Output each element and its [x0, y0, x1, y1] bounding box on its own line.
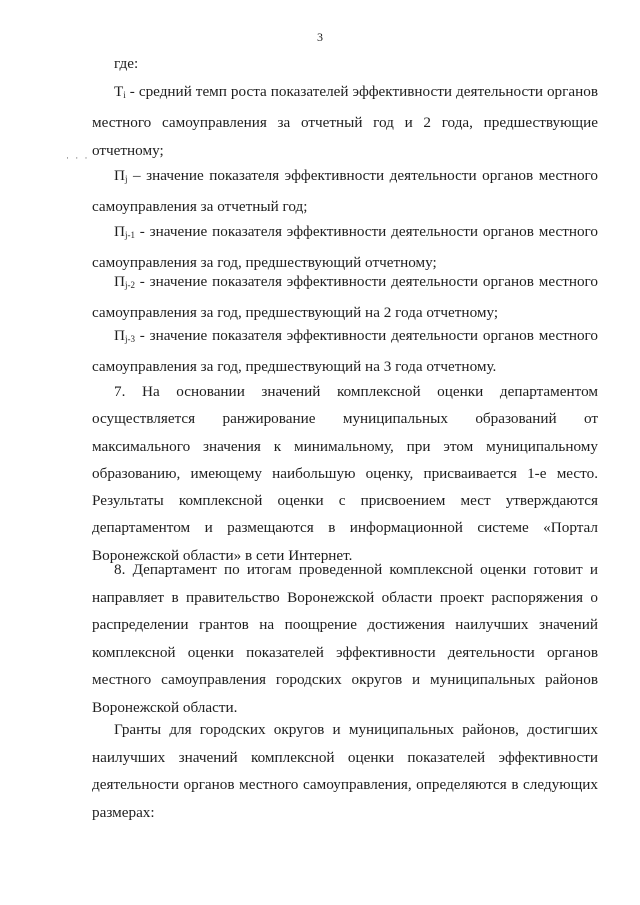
definition-text: - средний темп роста показателей эффективности деятельности органов местного самоуправления за отчетный год и 2 года, предшествующие отчетному;	[92, 83, 598, 159]
symbol: П	[114, 223, 125, 240]
symbol: T	[114, 83, 124, 100]
symbol-subscript: i	[123, 90, 126, 100]
symbol: П	[114, 167, 125, 184]
symbol: П	[114, 327, 125, 344]
symbol-subscript: j-3	[124, 334, 135, 344]
definition-text: – значение показателя эффективности деятельности органов местного самоуправления за отчетный год;	[92, 167, 598, 215]
definition-text: - значение показателя эффективности деятельности органов местного самоуправления за год, предшествующий на 3 года отчетному.	[92, 327, 598, 375]
definition-pj	[92, 162, 598, 221]
symbol-subscript: j-1	[124, 230, 135, 240]
definition-pj-2	[92, 268, 598, 327]
definition-pj-3	[92, 322, 598, 381]
symbol: П	[114, 273, 125, 290]
symbol-subscript: j-2	[124, 280, 135, 290]
paragraph-8: 8. Департамент по итогам проведенной комплексной оценки готовит и направляет в правительство Воронежской области проект распоряжения о распределении грантов на поощрение достижения наилучших значений комплексной оценки показателей эффективности деятельности органов местного самоуправления городских округов и муниципальных районов Воронежской области.	[92, 561, 598, 716]
definition-text: - значение показателя эффективности деятельности органов местного самоуправления за год, предшествующий на 2 года отчетному;	[92, 273, 598, 321]
scan-artifact: · · ·	[66, 153, 90, 163]
paragraph-9: Гранты для городских округов и муниципальных районов, достигших наилучших значений комплексной оценки показателей эффективности деятельности органов местного самоуправления, определяются в следующих размерах:	[92, 721, 598, 821]
paragraph-7: 7. На основании значений комплексной оценки департаментом осуществляется ранжирование муниципальных образований от максимального значения к минимальному, при этом муниципальному образованию, имеющему наибольшую оценку, присваивается 1-е место. Результаты комплексной оценки с присвоением мест утверждаются департаментом и размещаются в информационной системе «Портал Воронежской области» в сети Интернет.	[92, 383, 598, 564]
where-label: где:	[114, 55, 139, 72]
page-number: 3	[317, 30, 323, 44]
definition-text: - значение показателя эффективности деятельности органов местного самоуправления за год, предшествующий отчетному;	[92, 223, 598, 271]
definition-t	[92, 78, 598, 165]
symbol-subscript: j	[124, 174, 128, 184]
